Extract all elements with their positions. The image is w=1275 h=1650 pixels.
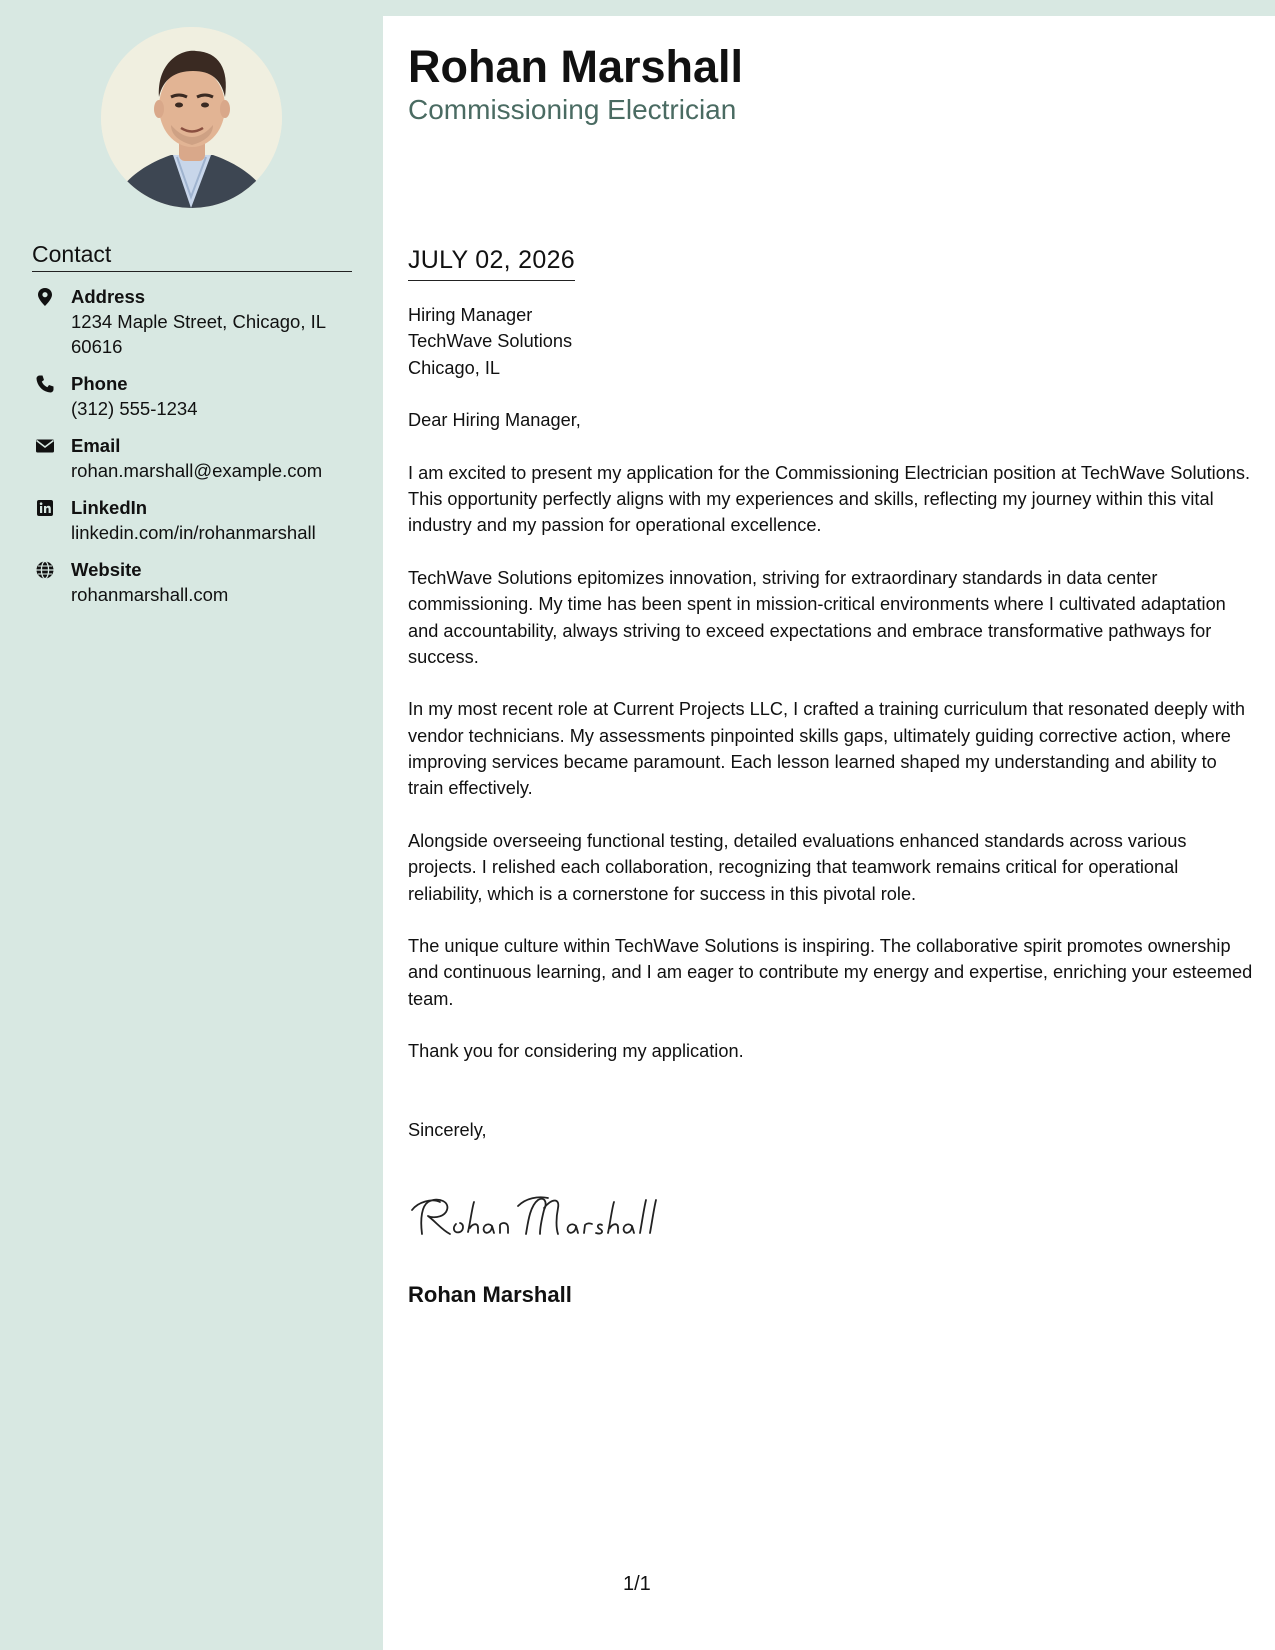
- contact-label: Address: [71, 286, 146, 307]
- letter-body: [408, 302, 1253, 1170]
- salutation: Dear Hiring Manager,: [408, 410, 581, 431]
- contact-item-website: [32, 557, 362, 607]
- location-pin-icon: [35, 287, 55, 307]
- contact-item-email: [32, 433, 362, 483]
- profile-photo: [101, 27, 282, 208]
- signer-name: Rohan Marshall: [408, 1282, 572, 1307]
- handwritten-signature: [408, 1188, 688, 1248]
- letter-page: [383, 16, 1275, 1650]
- applicant-name: Rohan Marshall: [408, 41, 744, 92]
- globe-icon: [35, 560, 55, 580]
- contact-value: rohanmarshall.com: [71, 584, 229, 605]
- contact-value: linkedin.com/in/rohanmarshall: [71, 522, 316, 543]
- contact-value: (312) 555-1234: [71, 398, 198, 419]
- applicant-title: Commissioning Electrician: [408, 94, 737, 125]
- contact-item-phone: [32, 371, 362, 421]
- contact-label: Website: [71, 559, 142, 580]
- paragraph: In my most recent role at Current Projects LLC, I crafted a training curriculum that resonated deeply with vendor technicians. My assessments pinpointed skills gaps, ultimately guiding corrective action, where improving services became paramount. Each lesson learned shaped my understanding and ability to train effectively.: [408, 699, 1245, 799]
- contact-label: Email: [71, 435, 121, 456]
- linkedin-icon: [35, 498, 55, 518]
- recipient-line: Chicago, IL: [408, 357, 501, 378]
- letter-date: JULY 02, 2026: [408, 244, 575, 281]
- recipient-block: [408, 302, 1253, 381]
- paragraph: Alongside overseeing functional testing, detailed evaluations enhanced standards across various projects. I relished each collaboration, recognizing that teamwork remains critical for operational reliability, which is a cornerstone for success in this pivotal role.: [408, 830, 1187, 904]
- paragraph: The unique culture within TechWave Solutions is inspiring. The collaborative spirit promotes ownership and continuous learning, and I am eager to contribute my energy and expertise, enriching your esteemed team.: [408, 936, 1253, 1009]
- contact-value: 1234 Maple Street, Chicago, IL 60616: [71, 311, 326, 357]
- page-number: 1/1: [623, 1573, 651, 1595]
- contact-heading: Contact: [32, 240, 352, 272]
- contact-list: [32, 284, 362, 619]
- portrait-photo: [101, 27, 282, 208]
- contact-item-linkedin: [32, 495, 362, 545]
- contact-label: Phone: [71, 373, 128, 394]
- sidebar: [0, 0, 383, 1650]
- closing: Sincerely,: [408, 1119, 487, 1140]
- contact-label: LinkedIn: [71, 497, 148, 518]
- contact-value: rohan.marshall@example.com: [71, 460, 323, 481]
- recipient-line: Hiring Manager: [408, 305, 533, 325]
- contact-item-address: [32, 284, 362, 359]
- paragraph: TechWave Solutions epitomizes innovation, striving for extraordinary standards in data center commissioning. My time has been spent in mission-critical environments where I cultivated adaptation and accountability, always striving to exceed expectations and embrace transformative pathways for success.: [408, 567, 1226, 667]
- envelope-icon: [35, 436, 55, 456]
- paragraph: I am excited to present my application for the Commissioning Electrician position at TechWave Solutions. This opportunity perfectly aligns with my experiences and skills, reflecting my journey within this vital industry and my passion for operational excellence.: [408, 462, 1251, 536]
- paragraph: Thank you for considering my application.: [408, 1041, 744, 1062]
- recipient-line: TechWave Solutions: [408, 331, 573, 352]
- phone-icon: [35, 374, 55, 394]
